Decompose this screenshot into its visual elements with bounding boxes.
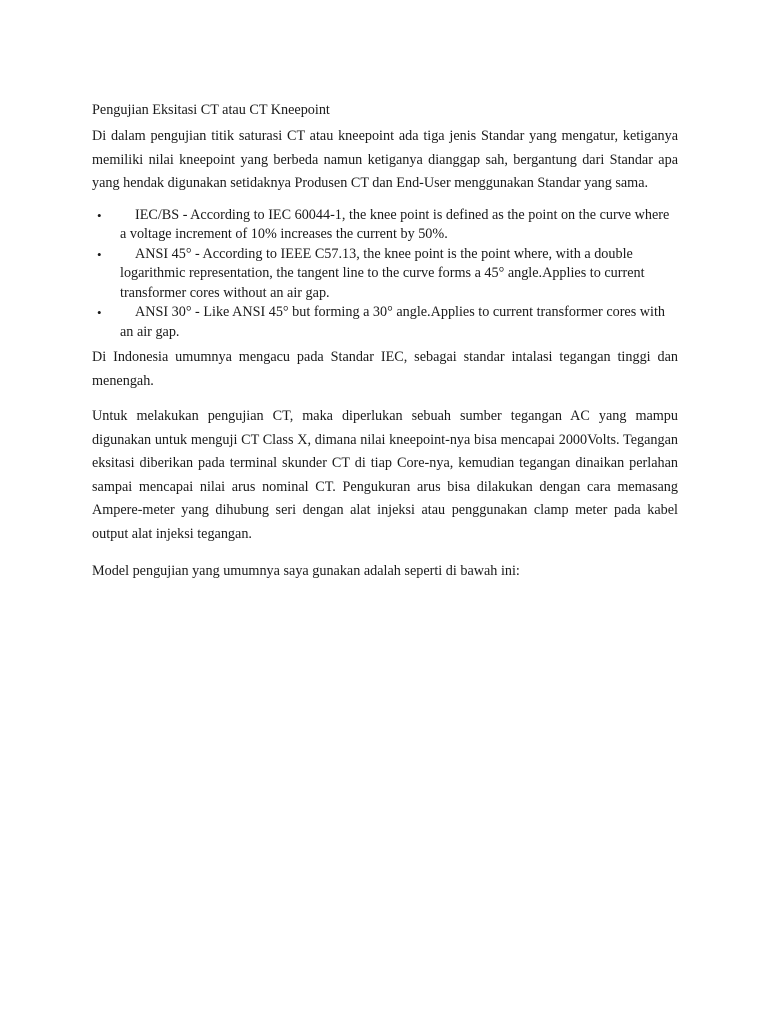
intro-paragraph: Di dalam pengujian titik saturasi CT atau kneepoint ada tiga jenis Standar yang mengatur, ketiganya memiliki nilai kneepoint yang berbeda namun ketiganya dianggap sah, bergantung dari Standar apa yang hendak digunakan setidaknya Produsen CT dan End-User menggunakan Standar yang sama. <box>92 128 678 191</box>
list-item-text: IEC/BS - According to IEC 60044-1, the knee point is defined as the point on the curve where a voltage increment of 10% increases the current by 50%. <box>120 206 670 242</box>
document-page <box>92 100 678 584</box>
document-title: Pengujian Eksitasi CT atau CT Kneepoint <box>92 102 330 118</box>
bullet-icon: • <box>97 305 102 320</box>
indonesia-paragraph: Di Indonesia umumnya mengacu pada Standar IEC, sebagai standar intalasi tegangan tinggi dan menengah. <box>92 349 678 389</box>
list-item-ansi-30 <box>92 303 678 342</box>
bullet-icon: • <box>97 246 102 262</box>
list-item-text: ANSI 45° - According to IEEE C57.13, the knee point is the point where, with a double logarithmic representation, the tangent line to the curve forms a 45° angle.Applies to current transformer cores without an air gap. <box>120 245 645 301</box>
procedure-paragraph: Untuk melakukan pengujian CT, maka diperlukan sebuah sumber tegangan AC yang mampu digunakan untuk menguji CT Class X, dimana nilai kneepoint-nya bisa mencapai 2000Volts. Tegangan eksitasi diberikan pada terminal skunder CT di tiap Core-nya, kemudian tegangan dinaikan perlahan sampai mencapai nilai arus nominal CT. Pengukuran arus bisa dilakukan dengan cara memasang Ampere-meter yang dihubung seri dengan alat injeksi atau penggunakan clamp meter pada kabel output alat injeksi tegangan. <box>92 408 678 542</box>
list-item-ansi-45 <box>92 245 678 304</box>
list-item-iec <box>92 206 678 245</box>
list-item-text: ANSI 30° - Like ANSI 45° but forming a 30° angle.Applies to current transformer cores with an air gap. <box>120 304 666 340</box>
standards-list <box>92 206 678 343</box>
model-paragraph: Model pengujian yang umumnya saya gunakan adalah seperti di bawah ini: <box>92 563 520 579</box>
bullet-icon: • <box>97 207 102 223</box>
